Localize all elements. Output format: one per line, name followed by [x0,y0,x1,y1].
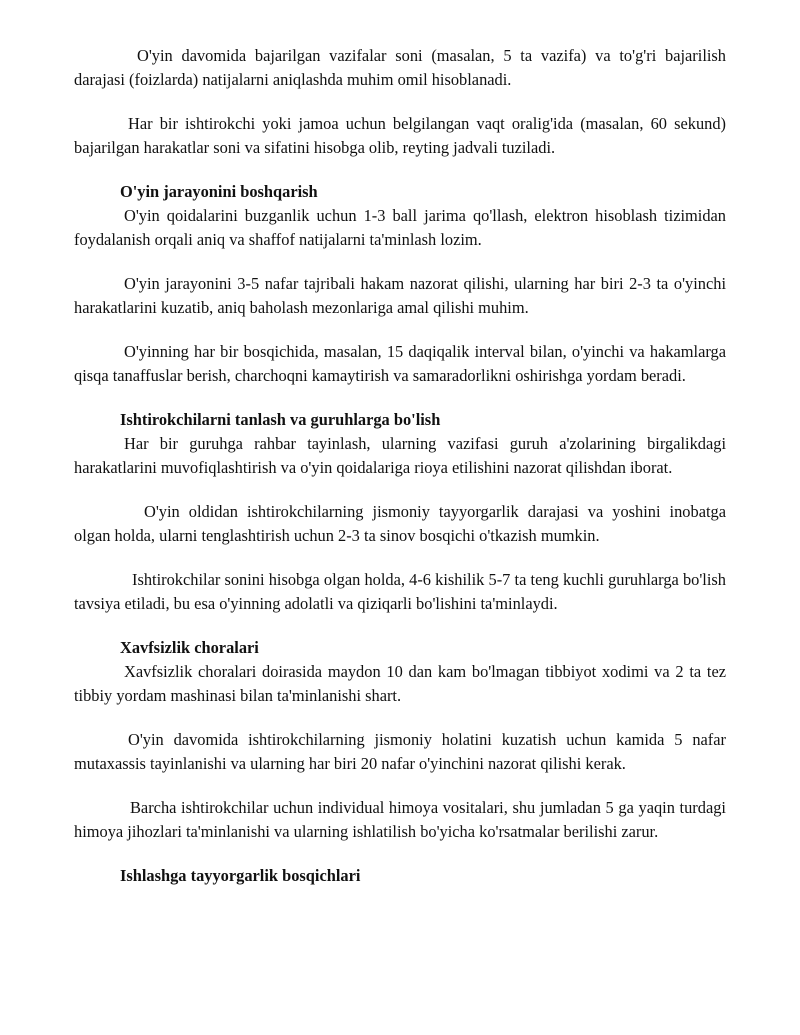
paragraph-tasks-count: O'yin davomida bajarilgan vazifalar soni (masalan, 5 ta vazifa) va to'g'ri bajarilish darajasi (foizlarda) natijalarni aniqlashda muhim omil hisoblanadi. [74,46,726,89]
heading-safety-measures: Xavfsizlik choralari [120,638,259,657]
paragraph-trial-stages: O'yin oldidan ishtirokchilarning jismoniy tayyorgarlik darajasi va yoshini inobatga olgan holda, ularni tenglashtirish uchun 2-3 ta sinov bosqichi o'tkazish mumkin. [74,502,726,545]
heading-game-management: O'yin jarayonini boshqarish [120,182,318,201]
paragraph-referees: O'yin jarayonini 3-5 nafar tajribali hakam nazorat qilishi, ularning har biri 2-3 ta o'yinchi harakatlarini kuzatib, aniq baholash mezonlariga amal qilishi muhim. [74,274,726,317]
heading-preparation-stages: Ishlashga tayyorgarlik bosqichlari [120,866,361,885]
paragraph-breaks: O'yinning har bir bosqichida, masalan, 15 daqiqalik interval bilan, o'yinchi va hakamlarga qisqa tanaffuslar berish, charchoqni kamaytirish va samaradorlikni oshirishga yordam beradi. [74,342,726,385]
paragraph-medical-staff: Xavfsizlik choralari doirasida maydon 10 dan kam bo'lmagan tibbiyot xodimi va 2 ta tez tibbiy yordam mashinasi bilan ta'minlanishi shart. [74,662,726,705]
heading-participant-selection: Ishtirokchilarni tanlash va guruhlarga bo'lish [120,410,441,429]
paragraph-rating-table: Har bir ishtirokchi yoki jamoa uchun belgilangan vaqt oralig'ida (masalan, 60 sekund) bajarilgan harakatlar soni va sifatini hisobga olib, reyting jadvali tuziladi. [74,114,726,157]
paragraph-penalties: O'yin qoidalarini buzganlik uchun 1-3 ball jarima qo'llash, elektron hisoblash tizimidan foydalanish orqali aniq va shaffof natijalarni ta'minlash lozim. [74,206,726,249]
paragraph-specialists: O'yin davomida ishtirokchilarning jismoniy holatini kuzatish uchun kamida 5 nafar mutaxassis tayinlanishi va ularning har biri 20 nafar o'yinchini nazorat qilishi kerak. [74,730,726,773]
paragraph-group-leader: Har bir guruhga rahbar tayinlash, ularning vazifasi guruh a'zolarining birgalikdagi harakatlarini muvofiqlashtirish va o'yin qoidalariga rioya etilishini nazorat qilishdan iborat. [74,434,726,477]
paragraph-protective-equipment: Barcha ishtirokchilar uchun individual himoya vositalari, shu jumladan 5 ga yaqin turdagi himoya jihozlari ta'minlanishi va ularning ishlatilish bo'yicha ko'rsatmalar berilishi zarur. [74,798,726,841]
paragraph-group-split: Ishtirokchilar sonini hisobga olgan holda, 4-6 kishilik 5-7 ta teng kuchli guruhlarga bo'lish tavsiya etiladi, bu esa o'yinning adolatli va qiziqarli bo'lishini ta'minlaydi. [74,570,726,613]
document-page [74,44,726,888]
